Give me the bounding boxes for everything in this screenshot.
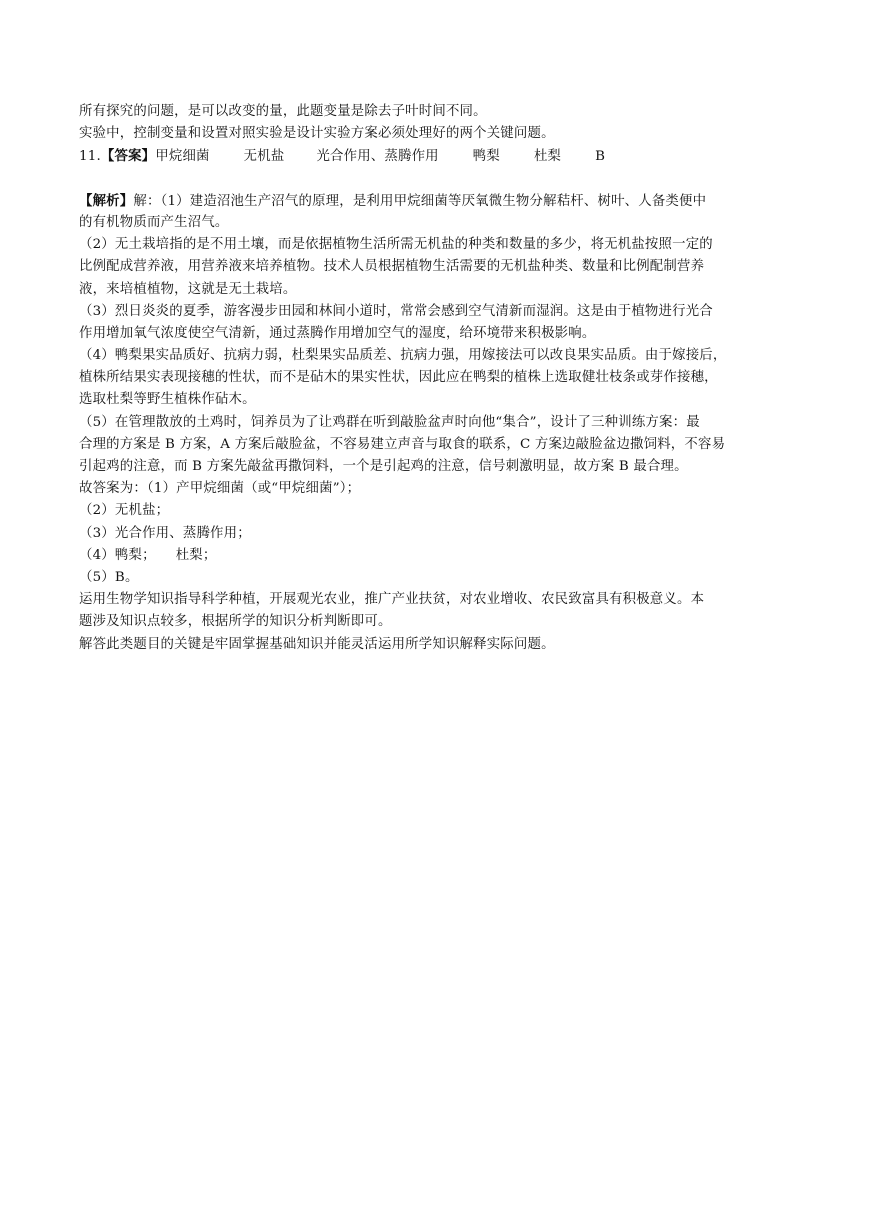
answer-part: 杜梨； — [175, 547, 217, 563]
text-line: 比例配成营养液，用营养液来培养植物。技术人员根据植物生活需要的无机盐种类、数量和比例配制营养 — [79, 259, 705, 275]
text-line: 解答此类题目的关键是牢固掌握基础知识并能灵活运用所学知识解释实际问题。 — [79, 636, 555, 652]
text-line: 的有机物质而产生沼气。 — [79, 214, 229, 230]
answer-item: 杜梨 — [533, 149, 562, 165]
answer-item: 甲烷细菌 — [155, 149, 210, 165]
text-line: 所有探究的问题，是可以改变的量，此题变量是除去子叶时间不同。 — [79, 104, 487, 119]
blank-line — [79, 168, 791, 190]
answer-line — [79, 145, 791, 167]
text-line: 故答案为：（1）产甲烷细菌（或“甲烷细菌”）； — [79, 481, 361, 497]
answer-item: 无机盐 — [243, 149, 285, 165]
text-line: 实验中，控制变量和设置对照实验是设计实验方案必须处理好的两个关键问题。 — [79, 126, 555, 142]
text-line: 题涉及知识点较多，根据所学的知识分析判断即可。 — [79, 614, 392, 630]
answer-item: 鸭梨 — [472, 149, 500, 165]
answer-part: （4）鸭梨； — [79, 547, 156, 563]
text-line: 作用增加氧气浓度使空气清新，通过蒸腾作用增加空气的湿度，给环境带来积极影响。 — [79, 325, 596, 341]
text-line: 运用生物学知识指导科学种植，开展观光农业，推广产业扶贫，对农业增收、农民致富具有积极意义。本 — [79, 592, 705, 608]
text-line: （3）光合作用、蒸腾作用； — [79, 525, 251, 541]
text-line: （3）烈日炎炎的夏季，游客漫步田园和林间小道时，常常会感到空气清新而湿润。这是由于植物进行光合 — [79, 303, 713, 319]
question-number: 11. — [79, 149, 101, 165]
answer-item: 光合作用、蒸腾作用 — [316, 149, 439, 165]
answer-item: B — [595, 149, 606, 165]
text-line: 选取杜梨等野生植株作砧木。 — [79, 392, 256, 408]
analysis-tag: 【解析】 — [79, 192, 134, 209]
text-line: （5）在管理散放的土鸡时，饲养员为了让鸡群在听到敲脸盆声时向他“集合”，设计了三种训练方案：最 — [79, 414, 700, 430]
text-line: （2）无机盐； — [79, 503, 170, 519]
text-line: （2）无土栽培指的是不用土壤，而是依据植物生活所需无机盐的种类和数量的多少，将无机盐按照一定的 — [79, 237, 713, 253]
answer-tag: 【答案】 — [100, 148, 156, 165]
text-line: （5）B。 — [79, 569, 139, 585]
text-line — [79, 545, 791, 567]
analysis-first-line — [79, 190, 791, 212]
text-line: （4）鸭梨果实品质好、抗病力弱，杜梨果实品质差、抗病力强，用嫁接法可以改良果实品质。由于嫁接后， — [79, 348, 727, 364]
text-line: 液，来培植植物，这就是无土栽培。 — [79, 281, 297, 297]
text-line: 引起鸡的注意，而 B 方案先敲盆再撒饲料，一个是引起鸡的注意，信号刺激明显，故方案 B 最合理。 — [79, 459, 688, 474]
analysis-text: 解：（1）建造沼池生产沼气的原理，是利用甲烷细菌等厌氧微生物分解秸杆、树叶、人备类便中 — [133, 193, 707, 209]
text-line: 植株所结果实表现接穗的性状，而不是砧木的果实性状，因此应在鸭梨的植株上选取健壮枝条或芽作接穗， — [79, 370, 718, 386]
document-page — [79, 101, 791, 656]
text-line: 合理的方案是 B 方案，A 方案后敲脸盆，不容易建立声音与取食的联系，C 方案边敲脸盆边撒饲料，不容易 — [79, 436, 726, 452]
